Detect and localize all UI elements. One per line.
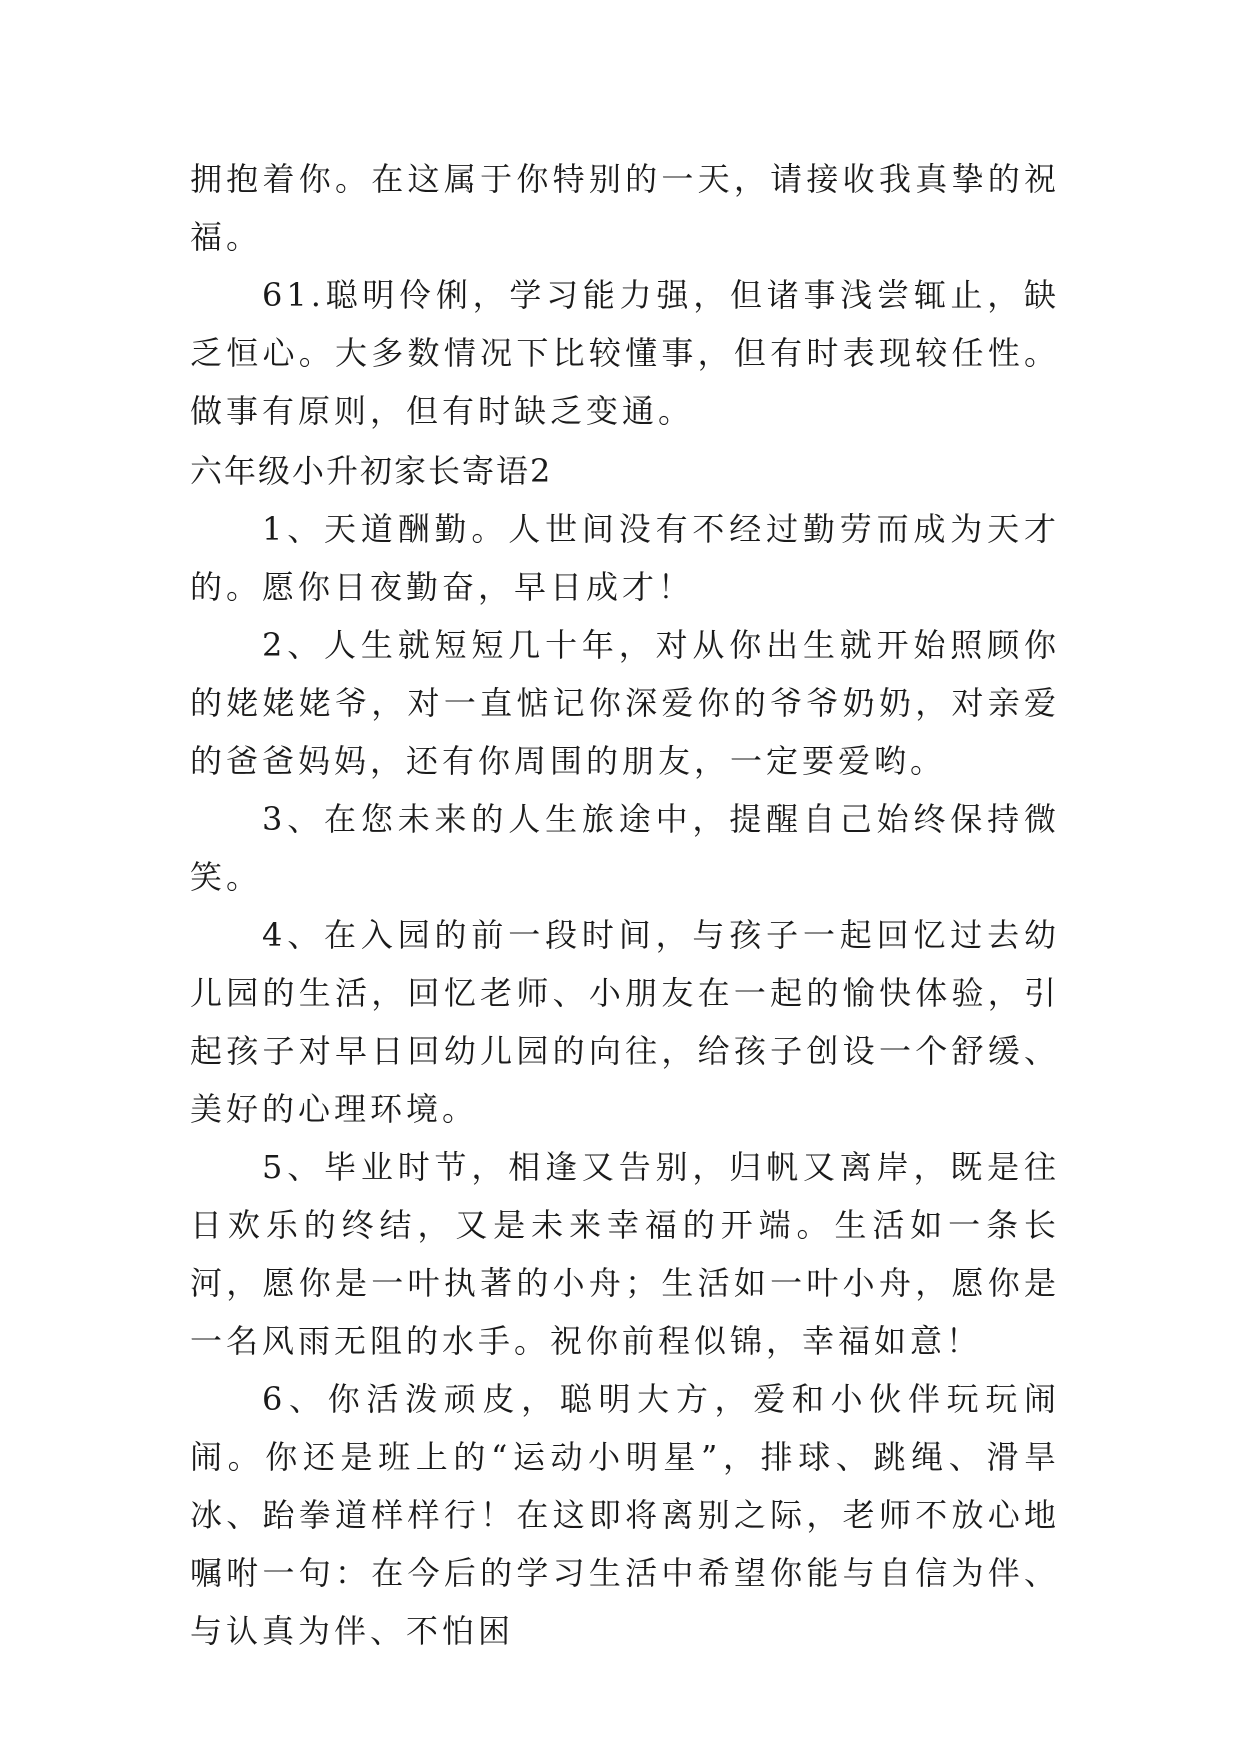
paragraph-item-3: 3、在您未来的人生旅途中，提醒自己始终保持微笑。 (190, 800, 1060, 896)
paragraph-item-6: 6、你活泼顽皮，聪明大方，爱和小伙伴玩玩闹闹。你还是班上的“运动小明星”，排球、跳绳、滑旱冰、跆拳道样样行！在这即将离别之际，老师不放心地嘱咐一句：在今后的学习生活中希望你能与自信为伴、与认真为伴、不怕困 (190, 1380, 1060, 1650)
section-title: 六年级小升初家长寄语2 (190, 452, 553, 490)
top-text-block (190, 150, 1060, 440)
section-block (190, 442, 1060, 1660)
paragraph-61: 61.聪明伶俐，学习能力强，但诸事浅尝辄止，缺乏恒心。大多数情况下比较懂事，但有时表现较任性。做事有原则，但有时缺乏变通。 (190, 276, 1060, 430)
paragraph-item-5: 5、毕业时节，相逢又告别，归帆又离岸，既是往日欢乐的终结，又是未来幸福的开端。生活如一条长河，愿你是一叶执著的小舟；生活如一叶小舟，愿你是一名风雨无阻的水手。祝你前程似锦，幸福如意！ (190, 1148, 1060, 1360)
paragraph-item-2: 2、人生就短短几十年，对从你出生就开始照顾你的姥姥姥爷，对一直惦记你深爱你的爷爷奶奶，对亲爱的爸爸妈妈，还有你周围的朋友，一定要爱哟。 (190, 626, 1060, 780)
paragraph-item-4: 4、在入园的前一段时间，与孩子一起回忆过去幼儿园的生活，回忆老师、小朋友在一起的愉快体验，引起孩子对早日回幼儿园的向往，给孩子创设一个舒缓、美好的心理环境。 (190, 916, 1060, 1128)
paragraph-item-1: 1、天道酬勤。人世间没有不经过勤劳而成为天才的。愿你日夜勤奋，早日成才！ (190, 510, 1060, 606)
paragraph-continuation: 拥抱着你。在这属于你特别的一天，请接收我真挚的祝福。 (190, 160, 1060, 256)
